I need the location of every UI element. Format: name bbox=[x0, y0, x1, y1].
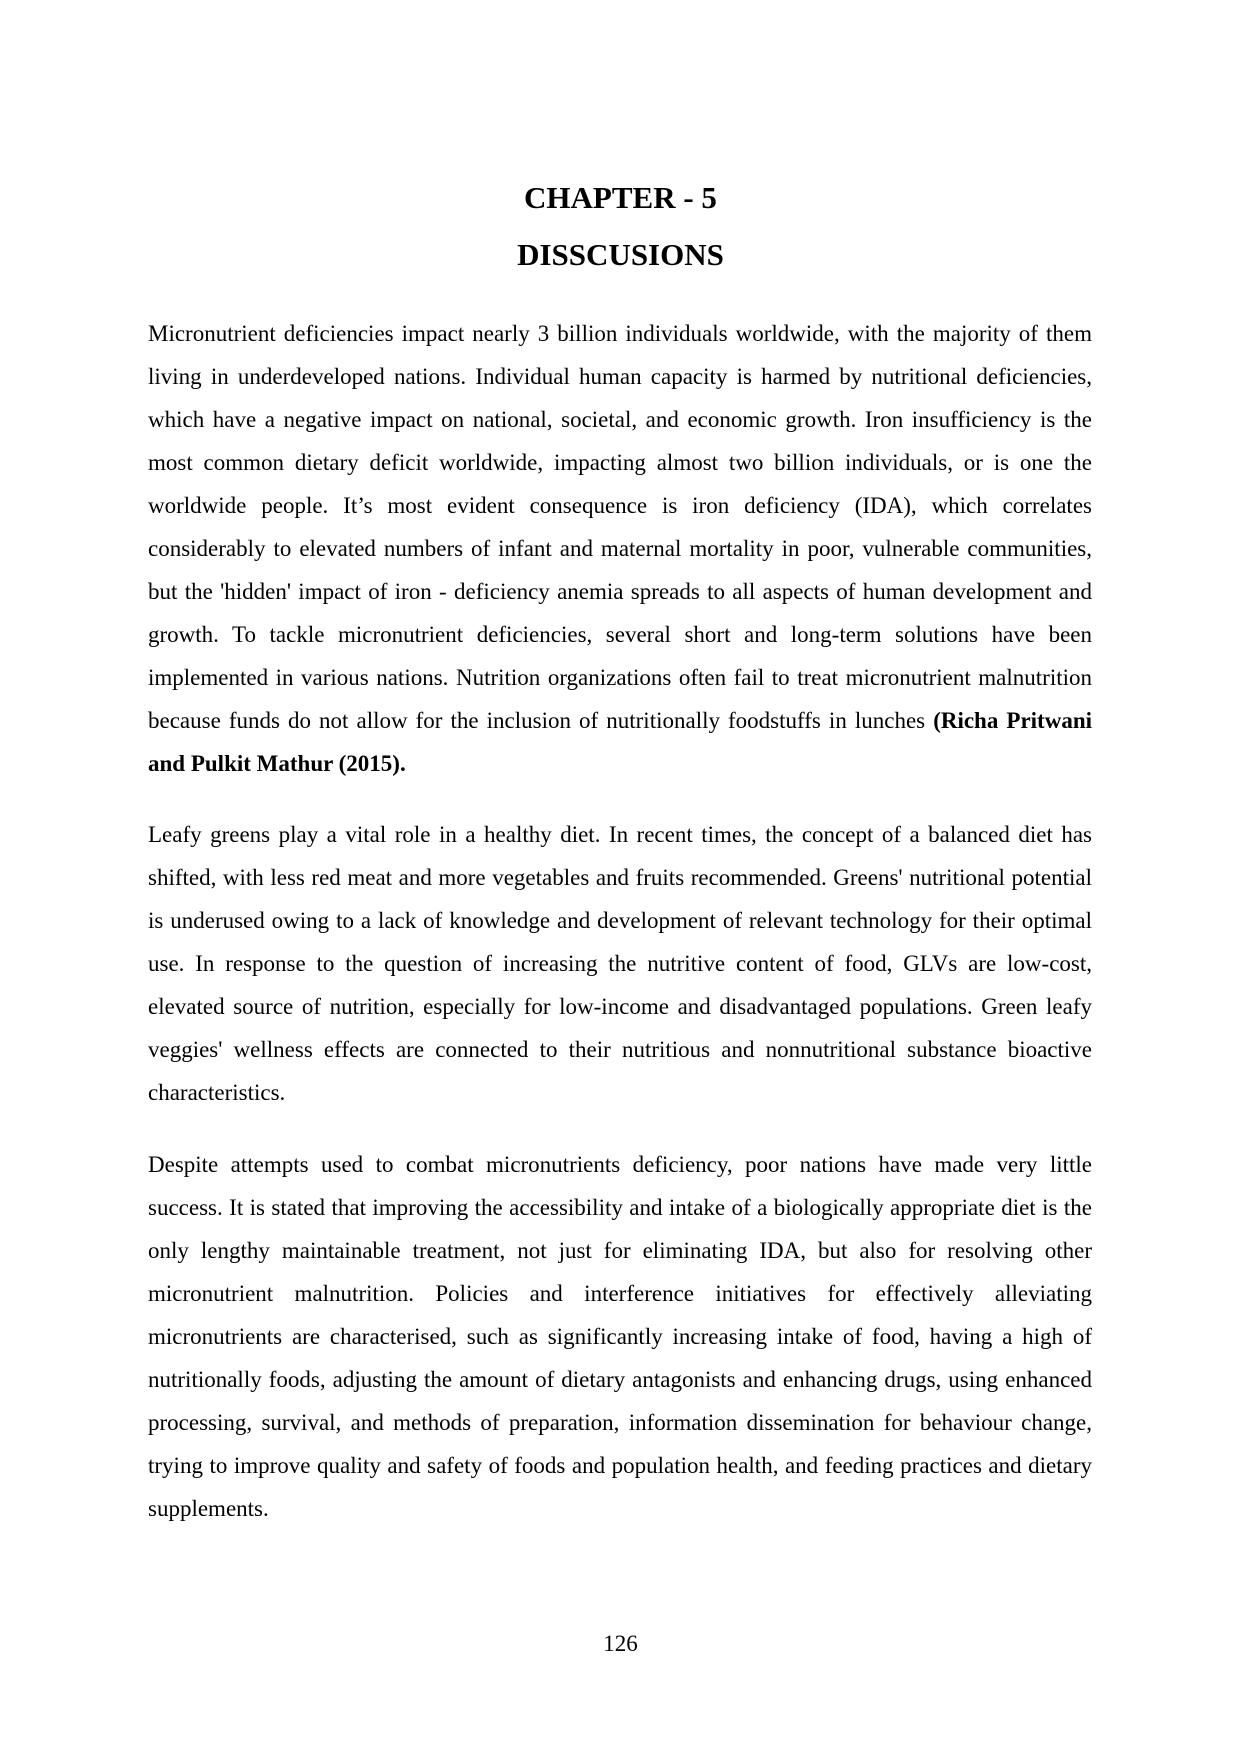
body-paragraph bbox=[148, 1143, 1092, 1530]
page-number: 126 bbox=[603, 1631, 638, 1656]
chapter-heading: CHAPTER - 5 bbox=[524, 180, 717, 215]
paragraph-text: Micronutrient deficiencies impact nearly 3 billion individuals worldwide, with the majority of them living in underdeveloped nations. Individual human capacity is harmed by nutritional deficiencies, which have a negative impact on national, societal, and economic growth. Iron insufficiency is the most common dietary deficit worldwide, impacting almost two billion individuals, or is one the worldwide people. It’s most evident consequence is iron deficiency (IDA), which correlates considerably to elevated numbers of infant and maternal mortality in poor, vulnerable communities, but the 'hidden' impact of iron - deficiency anemia spreads to all aspects of human development and growth. To tackle micronutrient deficiencies, several short and long-term solutions have been implemented in various nations. Nutrition organizations often fail to treat micronutrient malnutrition because funds do not allow for the inclusion of nutritionally foodstuffs in lunches bbox=[148, 321, 1092, 733]
citation: (Richa Pritwani and Pulkit Mathur (2015). bbox=[148, 708, 1092, 776]
body-paragraph bbox=[148, 813, 1092, 1114]
body-paragraph bbox=[148, 312, 1092, 785]
paragraph-text: Leafy greens play a vital role in a healthy diet. In recent times, the concept of a balanced diet has shifted, with less red meat and more vegetables and fruits recommended. Greens' nutritional potential is underused owing to a lack of knowledge and development of relevant technology for their optimal use. In response to the question of increasing the nutritive content of food, GLVs are low-cost, elevated source of nutrition, especially for low-income and disadvantaged populations. Green leafy veggies' wellness effects are connected to their nutritious and nonnutritional substance bioactive characteristics. bbox=[148, 822, 1092, 1105]
paragraph-text: Despite attempts used to combat micronutrients deficiency, poor nations have made very little success. It is stated that improving the accessibility and intake of a biologically appropriate diet is the only lengthy maintainable treatment, not just for eliminating IDA, but also for resolving other micronutrient malnutrition. Policies and interference initiatives for effectively alleviating micronutrients are characterised, such as significantly increasing intake of food, having a high of nutritionally foods, adjusting the amount of dietary antagonists and enhancing drugs, using enhanced processing, survival, and methods of preparation, information dissemination for behaviour change, trying to improve quality and safety of foods and population health, and feeding practices and dietary supplements. bbox=[148, 1152, 1092, 1521]
section-title: DISSCUSIONS bbox=[517, 237, 724, 272]
